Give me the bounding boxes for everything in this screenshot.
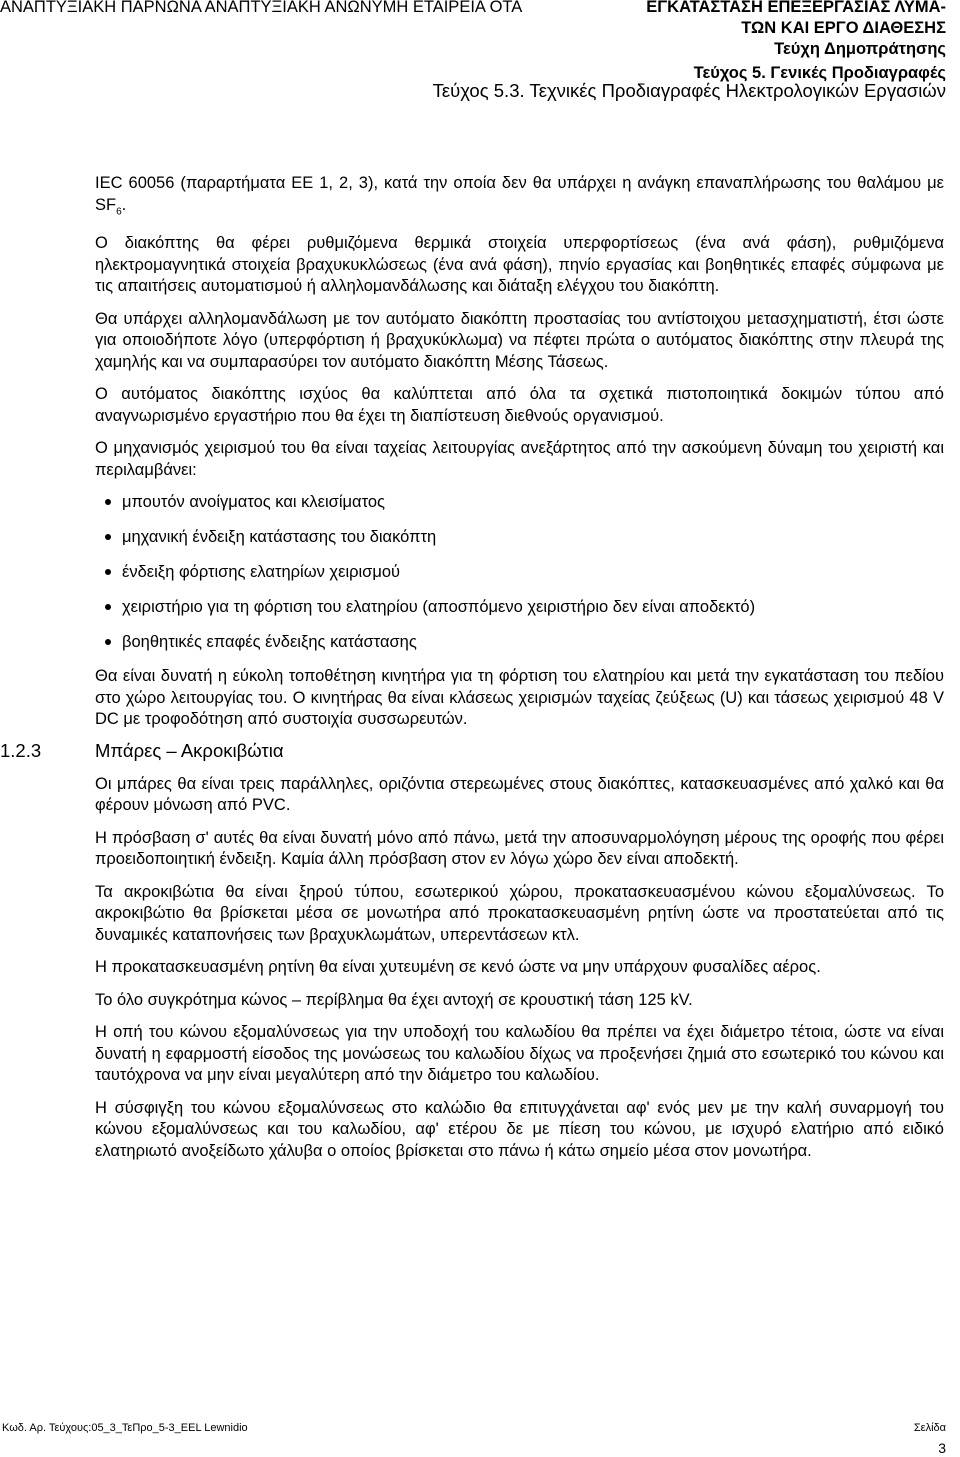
- header-project-line-1: ΕΓΚΑΤΑΣΤΑΣΗ ΕΠΕΞΕΡΓΑΣΙΑΣ ΛΥΜΑ-: [646, 0, 946, 16]
- header-project-title: [646, 0, 946, 60]
- list-item-text: βοηθητικές επαφές ένδειξης κατάστασης: [122, 633, 417, 652]
- bullet-icon: [105, 499, 111, 505]
- paragraph-iec: [95, 173, 944, 222]
- paragraph-motor: Θα είναι δυνατή η εύκολη τοποθέτηση κινητήρα για τη φόρτιση του ελατηρίου και μετά την εγκατάσταση του πεδίου στο χώρο λειτουργίας του. Ο κινητήρας θα είναι κλάσεως χειρισμών ταχείας ζεύξεως (U) και τάσεως χειρισμού 48 V DC με τροφοδότηση από συστοιχία συσσωρευτών.: [95, 667, 944, 729]
- list-item-text: μπουτόν ανοίγματος και κλεισίματος: [122, 493, 385, 512]
- paragraph-mechanism: Ο μηχανισμός χειρισμού του θα είναι ταχείας λειτουργίας ανεξάρτητος από την ασκούμενη δύναμη του χειριστή και περιλαμβάνει:: [95, 439, 944, 479]
- sf6-subscript: 6: [116, 205, 122, 217]
- header-project-line-2: ΤΩΝ ΚΑΙ ΕΡΓΟ ΔΙΑΘΕΣΗΣ: [741, 19, 946, 37]
- paragraph-cone-hole: Η οπή του κώνου εξομαλύνσεως για την υποδοχή του καλωδίου θα πρέπει να έχει διάμετρο τέτοια, ώστε να είναι δυνατή η εφαρμοστή είσοδος της μονώσεως του καλωδίου δίχως να προξενήσει ζημιά στο εσωτερικό του κώνου και ταυτόχρονα να μην είναι μεγαλύτερη από την διάμετρο του καλωδίου.: [95, 1023, 944, 1085]
- paragraph-interlock: Θα υπάρχει αλληλομανδάλωση με τον αυτόματο διακόπτη προστασίας του αντίστοιχου μετασχηματιστή, έτσι ώστε για οποιοδήποτε λόγο (υπερφόρτιση ή βραχυκύκλωμα) να πέφτει πρώτα ο αυτόματος διακόπτης στην πλευρά της χαμηλής και να συμπαρασύρει τον αυτόματο διακόπτη Μέσης Τάσεως.: [95, 309, 944, 371]
- mechanism-list: [95, 491, 944, 655]
- list-item: [95, 491, 944, 526]
- list-item-text: ένδειξη φόρτισης ελατηρίων χειρισμού: [122, 563, 401, 582]
- list-item: [95, 631, 944, 655]
- header-volume: Τεύχος 5. Γενικές Προδιαγραφές: [693, 64, 946, 82]
- section-title: Μπάρες – Ακροκιβώτια: [95, 739, 284, 761]
- paragraph-certificates: Ο αυτόματος διακόπτης ισχύος θα καλύπτεται από όλα τα σχετικά πιστοποιητικά δοκιμών τύπου από αναγνωρισμένο εργαστήριο που θα έχει τη διαπίστευση διεθνούς οργανισμού.: [95, 385, 944, 425]
- header-organization: ΑΝΑΠΤΥΞΙΑΚΗ ΠΑΡΝΩΝΑ ΑΝΑΠΤΥΞΙΑΚΗ ΑΝΩΝΥΜΗ ΕΤΑΙΡΕΙΑ ΟΤΑ: [0, 0, 523, 16]
- list-item-text: μηχανική ένδειξη κατάστασης του διακόπτη: [122, 528, 437, 547]
- section-number: 1.2.3: [0, 739, 42, 761]
- paragraph-resin: Η προκατασκευασμένη ρητίνη θα είναι χυτευμένη σε κενό ώστε να μην υπάρχουν φυσαλίδες αέρος.: [95, 958, 821, 977]
- page-number: 3: [938, 1440, 946, 1456]
- paragraph-iec-text: IEC 60056 (παραρτήματα ΕΕ 1, 2, 3), κατά την οποία δεν θα υπάρχει η ανάγκη επαναπλήρωσης του θαλάμου με SF: [95, 174, 944, 214]
- list-item: [95, 526, 944, 561]
- list-item-text: χειριστήριο για τη φόρτιση του ελατηρίου (αποσπόμενο χειριστήριο δεν είναι αποδεκτό): [122, 598, 756, 617]
- footer-document-code: Κωδ. Αρ. Τεύχους:05_3_ΤεΠρο_5-3_EEL Lewnidio: [2, 1422, 248, 1434]
- paragraph-iec-end: .: [121, 195, 127, 214]
- list-item: [95, 596, 944, 631]
- footer-page-label: Σελίδα: [913, 1422, 946, 1434]
- bullet-icon: [105, 534, 111, 540]
- paragraph-impulse-voltage: Το όλο συγκρότημα κώνος – περίβλημα θα έχει αντοχή σε κρουστική τάση 125 kV.: [95, 990, 693, 1009]
- bullet-icon: [105, 569, 111, 575]
- header-project-line-3: Τεύχη Δημοπράτησης: [774, 40, 946, 58]
- bullet-icon: [105, 604, 111, 610]
- paragraph-terminations: Τα ακροκιβώτια θα είναι ξηρού τύπου, εσωτερικού χώρου, προκατασκευασμένου κώνου εξομαλύνσεως. Το ακροκιβώτιο θα βρίσκεται μέσα σε μονωτήρα από προκατασκευασμένη ρητίνη ώστε να προστατεύεται από τις δυναμικές καταπονήσεις των βραχυκλωμάτων, υπερεντάσεων κτλ.: [95, 882, 944, 944]
- paragraph-cone-clamping: Η σύσφιγξη του κώνου εξομαλύνσεως στο καλώδιο θα επιτυγχάνεται αφ' ενός μεν με την καλή συναρμογή του κώνου εξομαλύνσεως και του καλωδίου, αφ' ετέρου δε με πίεση του κώνου, με ισχυρό ελατήριο από ειδικό ελατηριωτό ανοξείδωτο χάλυβα ο οποίος βρίσκεται στο πάνω ή κάτω σημείο μέσα στον μονωτήρα.: [95, 1098, 944, 1160]
- header-subvolume: Τεύχος 5.3. Τεχνικές Προδιαγραφές Ηλεκτρολογικών Εργασιών: [432, 80, 946, 101]
- paragraph-access: Η πρόσβαση σ' αυτές θα είναι δυνατή μόνο από πάνω, μετά την αποσυναρμολόγηση μέρους της οροφής που φέρει προειδοποιητική ένδειξη. Καμία άλλη πρόσβαση στον εν λόγω χώρο δεν είναι αποδεκτή.: [95, 828, 944, 869]
- document-body: [0, 173, 944, 1162]
- bullet-icon: [105, 639, 111, 645]
- list-item: [95, 561, 944, 596]
- paragraph-breaker-elements: Ο διακόπτης θα φέρει ρυθμιζόμενα θερμικά στοιχεία υπερφορτίσεως (ένα ανά φάση), ρυθμιζόμενα ηλεκτρομαγνητικά στοιχεία βραχυκυκλώσεως (ένα ανά φάση), πηνίο εργασίας και βοηθητικές επαφές σύμφωνα με τις απαιτήσεις αυτοματισμού ή αλληλομανδάλωσης και διάταξη ελέγχου του διακόπτη.: [95, 234, 944, 296]
- paragraph-busbars: Οι μπάρες θα είναι τρεις παράλληλες, οριζόντια στερεωμένες στους διακόπτες, κατασκευασμένες από χαλκό και θα φέρουν μόνωση από PVC.: [95, 774, 944, 815]
- section-heading: [0, 739, 944, 763]
